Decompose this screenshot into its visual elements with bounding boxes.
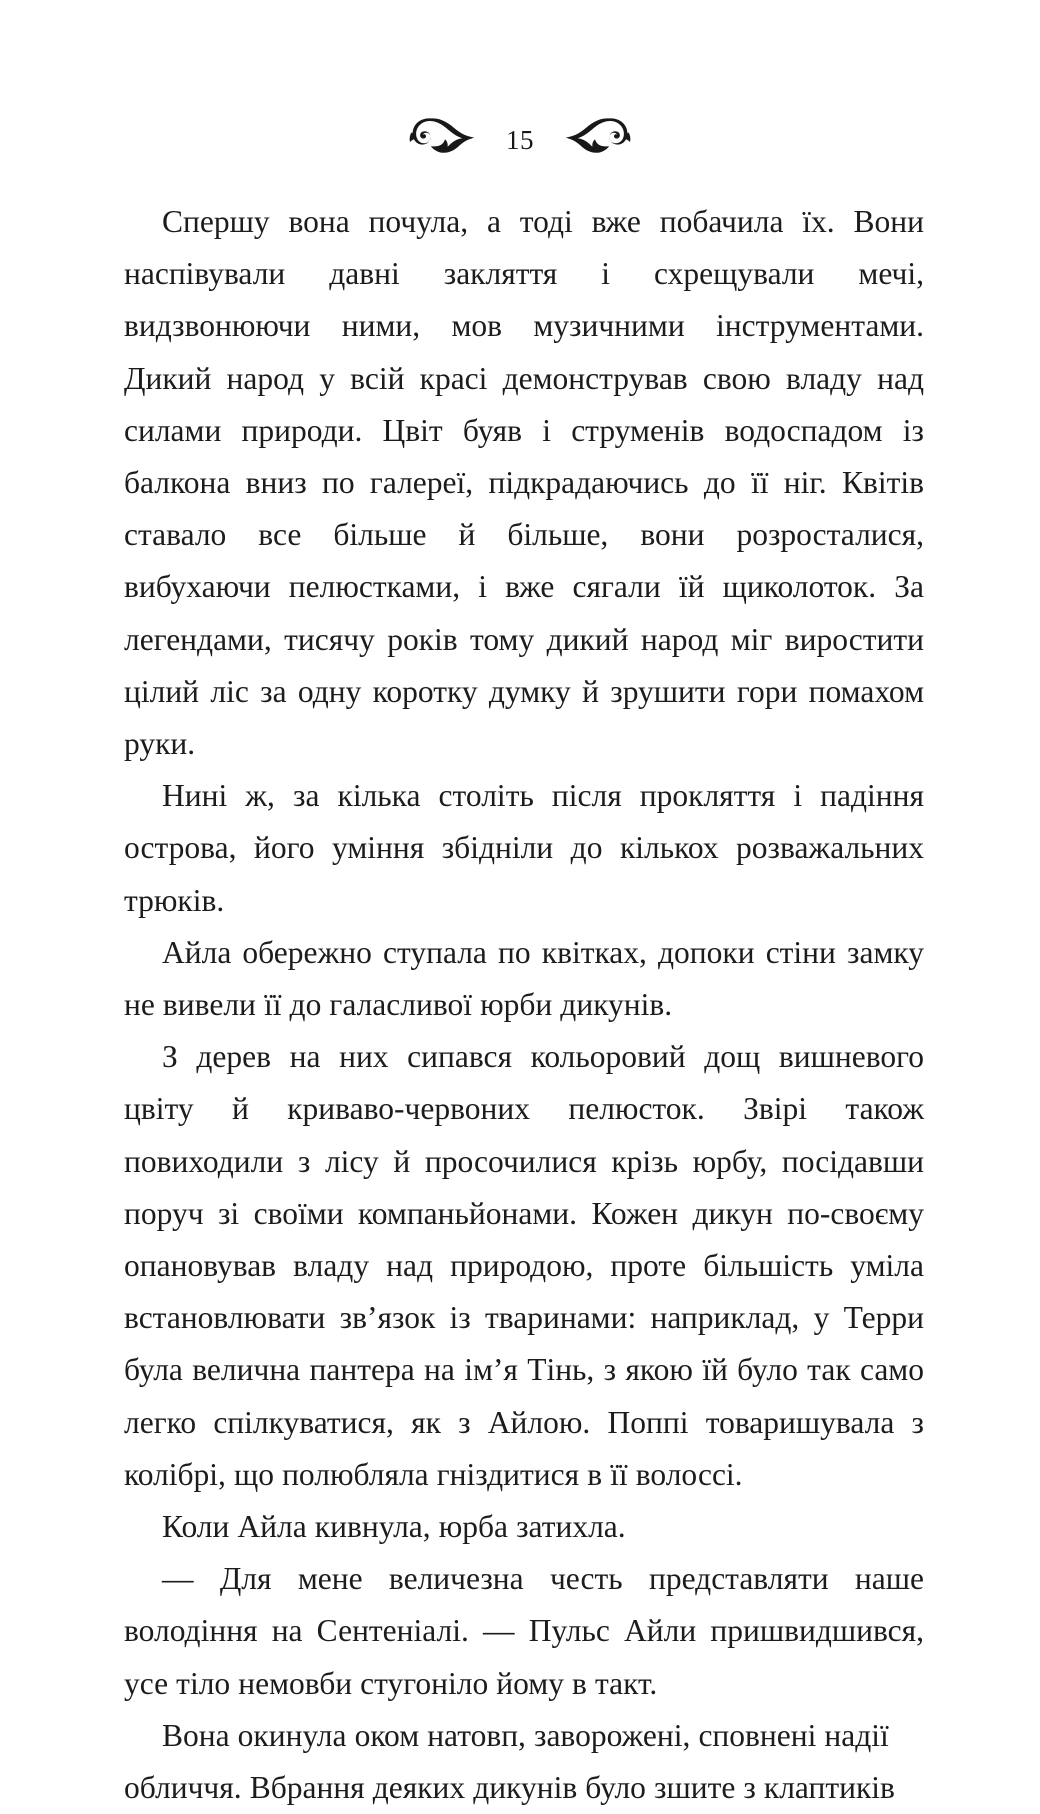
paragraph: — Для мене величезна честь представляти наше володіння на Сентеніалі. — Пульс Айли пришвидшився, усе тіло немовби стугоніло йому в такт. — [124, 1561, 924, 1701]
body-text — [124, 196, 924, 1814]
paragraph: Айла обережно ступала по квітках, допоки стіни замку не вивели її до галасливої юрби дикунів. — [124, 934, 924, 1023]
paragraph: Нині ж, за кілька століть після прокляття і падіння острова, його уміння збідніли до кількох розважальних трюків. — [124, 778, 924, 918]
paragraph: Вона окинула оком натовп, заворожені, сповнені надії обличчя. Вбрання деяких дикунів було зшите з клаптиків — [124, 1717, 895, 1806]
running-head — [0, 108, 1040, 170]
paragraph: Спершу вона почула, а тоді вже побачила їх. Вони наспівували давні закляття і схрещували мечі, видзвонюючи ними, мов музичними інструментами. Дикий народ у всій красі демонстрував свою владу над силами природи. Цвіт буяв і струменів водоспадом із балкона вниз по галереї, підкрадаючись до її ніг. Квітів ставало все більше й більше, вони розросталися, вибухаючи пелюстками, і вже сягали їй щиколоток. За легендами, тисячу років тому дикий народ міг виростити цілий ліс за одну коротку думку й зрушити гори помахом руки. — [124, 204, 924, 762]
page-number: 15 — [506, 124, 534, 155]
flourish-scroll-icon-left — [398, 113, 480, 165]
paragraph: Коли Айла кивнула, юрба затихла. — [162, 1509, 626, 1545]
flourish-scroll-icon-right — [560, 113, 642, 165]
paragraph: З дерев на них сипався кольоровий дощ вишневого цвіту й криваво-червоних пелюсток. Звірі також повиходили з лісу й просочилися крізь юрбу, посідавши поруч зі своїми компаньйонами. Кожен дикун по-своєму опановував владу над природою, проте більшість уміла встановлювати зв’язок із тваринами: наприклад, у Терри була велична пантера на ім’я Тінь, з якою їй було так само легко спілкуватися, як з Айлою. Поппі товаришувала з колібрі, що полюбляла гніздитися в її волоссі. — [124, 1039, 924, 1492]
